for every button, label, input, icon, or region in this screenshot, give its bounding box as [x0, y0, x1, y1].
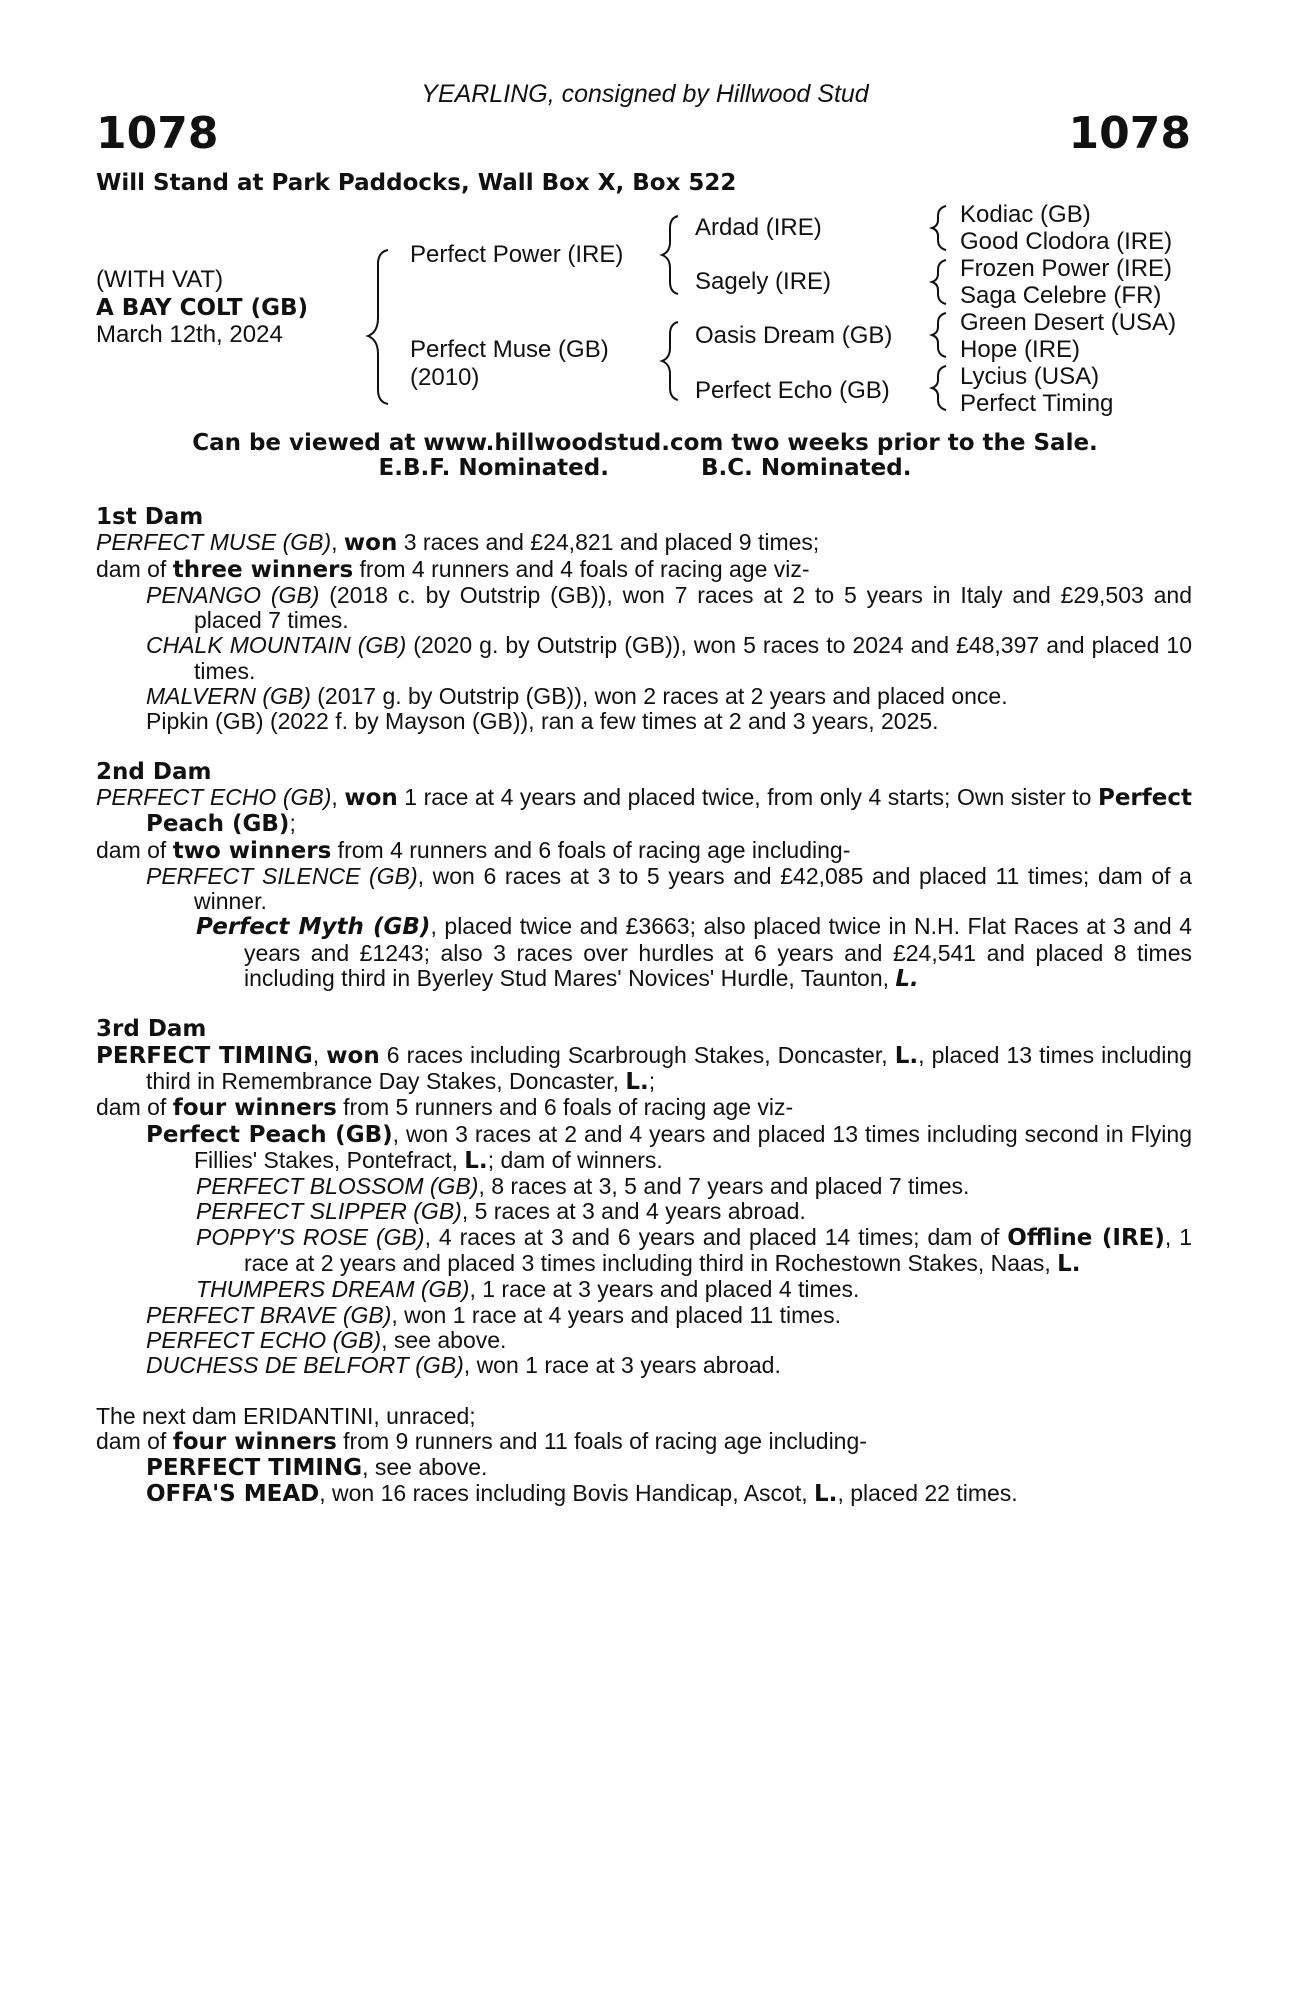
- sire-name: Perfect Power (IRE): [410, 241, 624, 268]
- produce-name: PENANGO (GB): [146, 581, 320, 608]
- produce-penango: [96, 583, 1192, 634]
- listed-mark: L.: [625, 1068, 649, 1095]
- listed-mark: L.: [894, 1042, 919, 1069]
- sire-sire-name: Ardad (IRE): [695, 214, 822, 241]
- punctuation: ,: [312, 1041, 327, 1068]
- produce-text: , see above.: [362, 1454, 488, 1481]
- viewing-note: Can be viewed at www.hillwoodstud.com two weeks prior to the Sale.: [192, 430, 1098, 456]
- produce-perfect-blossom: [96, 1174, 1192, 1199]
- produce-perfect-peach: [96, 1122, 1192, 1175]
- first-dam-record-text: 3 races and £24,821 and placed 9 times;: [397, 529, 820, 556]
- next-dam-winners: four winners: [172, 1428, 337, 1455]
- dam-of-label: dam of: [96, 1094, 173, 1121]
- second-dam-winners: two winners: [172, 837, 332, 864]
- produce-perfect-silence: [96, 864, 1192, 915]
- produce-name: PERFECT ECHO (GB): [146, 1326, 382, 1353]
- produce-name: PERFECT SILENCE (GB): [146, 862, 418, 889]
- dam-dam-name: Perfect Echo (GB): [695, 377, 890, 404]
- produce-text: , won 1 race at 3 years abroad.: [463, 1352, 781, 1379]
- nominations: [0, 455, 1290, 481]
- first-dam-winners: three winners: [172, 556, 354, 583]
- stand-location: Will Stand at Park Paddocks, Wall Box X, Box 522: [96, 170, 737, 196]
- next-dam-produce-summary: [96, 1429, 1192, 1455]
- third-dam-heading: 3rd Dam: [96, 1016, 207, 1043]
- produce-text: , won 6 races at 3 to 5 years and £42,085 and placed 11 times; dam of a winner.: [194, 862, 1192, 915]
- third-dam-winners: four winners: [172, 1095, 337, 1122]
- produce-poppys-rose: [96, 1225, 1192, 1278]
- catalogue-body: [96, 505, 1192, 1508]
- produce-name: DUCHESS DE BELFORT (GB): [146, 1352, 464, 1379]
- next-dam-line: The next dam ERIDANTINI, unraced;: [96, 1402, 476, 1429]
- produce-name: PERFECT BRAVE (GB): [146, 1301, 392, 1328]
- ancestor-2: Good Clodora (IRE): [960, 228, 1173, 255]
- dam-year: (2010): [410, 364, 480, 391]
- produce-duchess-de-belfort: [96, 1353, 1192, 1378]
- listed-mark: L.: [1057, 1251, 1081, 1278]
- consignment-line: YEARLING, consigned by Hillwood Stud: [421, 80, 869, 108]
- third-dam-section: [96, 1017, 1192, 1378]
- produce-perfect-myth: [96, 914, 1192, 992]
- first-dam-record: PERFECT MUSE (GB), won 3 races and £24,821 and placed 9 times;: [96, 529, 820, 557]
- produce-name: Perfect Myth (GB): [196, 914, 431, 941]
- produce-text: , 5 races at 3 and 4 years abroad.: [461, 1198, 806, 1225]
- ancestor-6: Hope (IRE): [960, 336, 1081, 363]
- second-dam-won: won: [344, 784, 398, 811]
- third-dam-produce-text: from 5 runners and 6 foals of racing age viz-: [336, 1094, 794, 1121]
- lot-number-right: 1078: [1068, 108, 1191, 159]
- first-dam-heading: 1st Dam: [96, 504, 204, 530]
- produce-malvern: [96, 684, 1192, 709]
- first-dam-produce-text: from 4 runners and 4 foals of racing age viz-: [353, 555, 810, 582]
- produce-name: POPPY'S ROSE (GB): [196, 1223, 425, 1250]
- bc-nominated: B.C. Nominated.: [700, 455, 912, 481]
- dam-of-label: dam of: [96, 1427, 173, 1454]
- next-dam-section: [96, 1404, 1192, 1508]
- vat-label: (WITH VAT): [96, 266, 224, 293]
- third-dam-produce-summary: [96, 1095, 1192, 1121]
- next-dam-produce-text: from 9 runners and 11 foals of racing age including-: [336, 1427, 867, 1454]
- second-dam-section: [96, 760, 1192, 993]
- produce-name: CHALK MOUNTAIN (GB): [146, 632, 407, 659]
- third-dam-name: PERFECT TIMING: [96, 1042, 313, 1069]
- second-dam-produce-summary: [96, 838, 1192, 864]
- first-dam-name: PERFECT MUSE (GB): [96, 529, 332, 556]
- second-dam-heading: 2nd Dam: [96, 758, 212, 785]
- produce-offas-mead: [96, 1481, 1192, 1507]
- foaling-date: March 12th, 2024: [96, 321, 283, 348]
- horse-name: A BAY COLT (GB): [96, 295, 309, 321]
- produce-perfect-brave: [96, 1303, 1192, 1328]
- produce-text: , 1 race at 3 years and placed 4 times.: [469, 1276, 860, 1303]
- produce-name: PERFECT TIMING: [146, 1455, 363, 1482]
- produce-text: , 1 race at 2 years and placed 3 times including third in Rochestown Stakes, Naas,: [244, 1223, 1192, 1277]
- listed-mark: L.: [464, 1147, 488, 1174]
- ancestor-5: Green Desert (USA): [960, 309, 1177, 336]
- second-dam-produce-text: from 4 runners and 6 foals of racing age including-: [331, 836, 851, 863]
- produce-text: (2020 g. by Outstrip (GB)), won 5 races to 2024 and £48,397 and placed 10 times.: [194, 632, 1192, 684]
- third-dam-won: won: [326, 1042, 380, 1069]
- ancestor-8: Perfect Timing: [960, 390, 1114, 417]
- listed-mark: L.: [895, 966, 919, 993]
- produce-text: ; dam of winners.: [487, 1146, 663, 1173]
- third-dam-record-text: , placed 13 times including third in Remembrance Day Stakes, Doncaster,: [146, 1041, 1192, 1094]
- produce-text: , 4 races at 3 and 6 years and placed 14 times; dam of: [424, 1223, 1008, 1250]
- dam-sire-name: Oasis Dream (GB): [695, 322, 893, 349]
- first-dam-won: won: [343, 530, 398, 557]
- ancestor-4: Saga Celebre (FR): [960, 282, 1162, 309]
- produce-text: , won 3 races at 2 and 4 years and placed 13 times including second in Flying Fillies' Stakes, Pontefract,: [194, 1120, 1192, 1173]
- lot-number-left: 1078: [96, 108, 219, 159]
- second-dam-name: PERFECT ECHO (GB): [96, 783, 332, 810]
- produce-name: THUMPERS DREAM (GB): [196, 1276, 470, 1303]
- produce-text: (2018 c. by Outstrip (GB)), won 7 races at 2 to 5 years in Italy and £29,503 and placed 7 times.: [194, 581, 1192, 634]
- produce-pipkin: Pipkin (GB) (2022 f. by Mayson (GB)), ran a few times at 2 and 3 years, 2025.: [146, 708, 939, 735]
- third-dam-record: [96, 1043, 1192, 1096]
- produce-text: (2017 g. by Outstrip (GB)), won 2 races at 2 years and placed once.: [310, 683, 1008, 710]
- produce-perfect-echo: [96, 1328, 1192, 1353]
- produce-name: PERFECT SLIPPER (GB): [196, 1198, 462, 1225]
- ebf-nominated: E.B.F. Nominated.: [378, 455, 609, 481]
- produce-name: Offline (IRE): [1007, 1224, 1165, 1251]
- produce-text: , placed 22 times.: [837, 1480, 1018, 1507]
- listed-mark: L.: [814, 1481, 838, 1508]
- produce-perfect-timing: [96, 1455, 1192, 1481]
- produce-chalk-mountain: [96, 633, 1192, 684]
- produce-perfect-slipper: [96, 1199, 1192, 1224]
- produce-text: , won 16 races including Bovis Handicap, Ascot,: [319, 1480, 815, 1507]
- first-dam-produce-summary: [96, 557, 1192, 583]
- produce-name: PERFECT BLOSSOM (GB): [196, 1173, 479, 1200]
- produce-text: , placed twice and £3663; also placed twice in N.H. Flat Races at 3 and 4 years and £1243; also 3 races over hurdles at 6 years and £24,541 and placed 8 times including third in Byerley Stud Mares' Novices' Hurdle, Taunton,: [244, 913, 1192, 992]
- second-dam-record-text: 1 race at 4 years and placed twice, from only 4 starts; Own sister to: [397, 783, 1092, 810]
- ancestor-3: Frozen Power (IRE): [960, 255, 1173, 282]
- first-dam-section: [96, 505, 1192, 735]
- produce-text: , 8 races at 3, 5 and 7 years and placed 7 times.: [478, 1173, 970, 1200]
- ancestor-7: Lycius (USA): [960, 363, 1100, 390]
- own-sister-name: Perfect Peach (GB): [146, 784, 1193, 838]
- produce-text: , see above.: [381, 1326, 507, 1353]
- second-dam-record: PERFECT ECHO (GB), won 1 race at 4 years and placed twice, from only 4 starts; Own sister to Perfect Peach (GB);: [96, 783, 1193, 838]
- third-dam-record-text: 6 races including Scarbrough Stakes, Doncaster,: [379, 1041, 895, 1068]
- produce-name: Perfect Peach (GB): [146, 1121, 393, 1148]
- dam-of-label: dam of: [96, 555, 173, 582]
- punctuation: ;: [648, 1067, 656, 1094]
- punctuation: ;: [289, 810, 296, 837]
- sire-dam-name: Sagely (IRE): [695, 268, 832, 295]
- ancestor-1: Kodiac (GB): [960, 201, 1091, 228]
- produce-name: OFFA'S MEAD: [146, 1481, 320, 1508]
- produce-name: MALVERN (GB): [146, 683, 311, 710]
- produce-text: , won 1 race at 4 years and placed 11 times.: [391, 1301, 841, 1328]
- dam-of-label: dam of: [96, 836, 173, 863]
- produce-thumpers-dream: [96, 1277, 1192, 1302]
- pedigree-brackets: [0, 0, 1315, 420]
- dam-name: Perfect Muse (GB): [410, 336, 609, 363]
